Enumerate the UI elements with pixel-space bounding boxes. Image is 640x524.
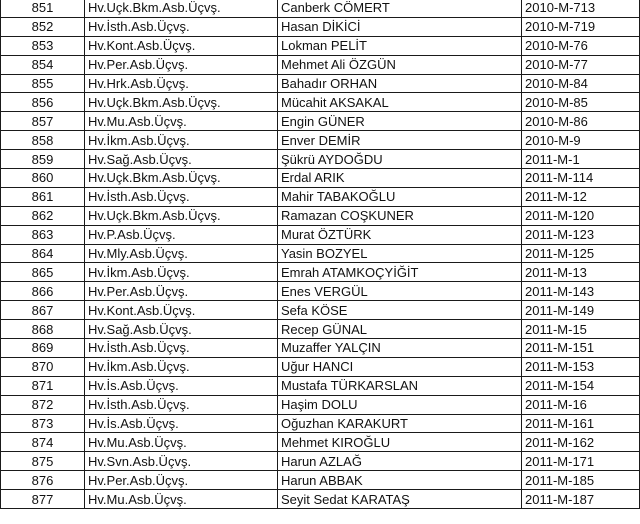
row-number-cell: 862	[1, 206, 85, 225]
row-number-cell: 857	[1, 112, 85, 131]
unit-rank-cell: Hv.İsth.Asb.Üçvş.	[85, 17, 278, 36]
person-name-cell: Yasin BOZYEL	[278, 244, 522, 263]
person-name-cell: Mahir TABAKOĞLU	[278, 187, 522, 206]
person-name-cell: Murat ÖZTÜRK	[278, 225, 522, 244]
table-row	[1, 187, 640, 206]
unit-rank-cell: Hv.Kont.Asb.Üçvş.	[85, 301, 278, 320]
table-row	[1, 433, 640, 452]
table-row	[1, 74, 640, 93]
unit-rank-cell: Hv.Per.Asb.Üçvş.	[85, 282, 278, 301]
table-row	[1, 395, 640, 414]
unit-rank-cell: Hv.P.Asb.Üçvş.	[85, 225, 278, 244]
table-row	[1, 357, 640, 376]
unit-rank-cell: Hv.Sağ.Asb.Üçvş.	[85, 320, 278, 339]
person-name-cell: Enes VERGÜL	[278, 282, 522, 301]
table-row	[1, 150, 640, 169]
registry-code-cell: 2011-M-185	[522, 471, 640, 490]
unit-rank-cell: Hv.Sağ.Asb.Üçvş.	[85, 150, 278, 169]
row-number-cell: 852	[1, 17, 85, 36]
registry-code-cell: 2010-M-85	[522, 93, 640, 112]
registry-code-cell: 2011-M-13	[522, 263, 640, 282]
row-number-cell: 853	[1, 36, 85, 55]
table-row	[1, 471, 640, 490]
row-number-cell: 868	[1, 320, 85, 339]
row-number-cell: 874	[1, 433, 85, 452]
roster-table-body	[1, 0, 640, 509]
unit-rank-cell: Hv.Svn.Asb.Üçvş.	[85, 452, 278, 471]
table-row	[1, 225, 640, 244]
unit-rank-cell: Hv.Uçk.Bkm.Asb.Üçvş.	[85, 169, 278, 188]
row-number-cell: 876	[1, 471, 85, 490]
person-name-cell: Oğuzhan KARAKURT	[278, 414, 522, 433]
registry-code-cell: 2011-M-123	[522, 225, 640, 244]
table-row	[1, 452, 640, 471]
registry-code-cell: 2010-M-77	[522, 55, 640, 74]
table-row	[1, 320, 640, 339]
person-name-cell: Emrah ATAMKOÇYİĞİT	[278, 263, 522, 282]
registry-code-cell: 2011-M-154	[522, 376, 640, 395]
person-name-cell: Engin GÜNER	[278, 112, 522, 131]
table-row	[1, 131, 640, 150]
table-row	[1, 414, 640, 433]
person-name-cell: Haşim DOLU	[278, 395, 522, 414]
unit-rank-cell: Hv.Mu.Asb.Üçvş.	[85, 490, 278, 509]
row-number-cell: 856	[1, 93, 85, 112]
row-number-cell: 866	[1, 282, 85, 301]
unit-rank-cell: Hv.İsth.Asb.Üçvş.	[85, 339, 278, 358]
unit-rank-cell: Hv.İkm.Asb.Üçvş.	[85, 263, 278, 282]
row-number-cell: 871	[1, 376, 85, 395]
row-number-cell: 858	[1, 131, 85, 150]
person-name-cell: Harun ABBAK	[278, 471, 522, 490]
unit-rank-cell: Hv.Mu.Asb.Üçvş.	[85, 112, 278, 131]
person-name-cell: Mehmet KIROĞLU	[278, 433, 522, 452]
registry-code-cell: 2011-M-143	[522, 282, 640, 301]
unit-rank-cell: Hv.Hrk.Asb.Üçvş.	[85, 74, 278, 93]
registry-code-cell: 2011-M-1	[522, 150, 640, 169]
row-number-cell: 861	[1, 187, 85, 206]
registry-code-cell: 2010-M-713	[522, 0, 640, 17]
row-number-cell: 860	[1, 169, 85, 188]
registry-code-cell: 2010-M-84	[522, 74, 640, 93]
person-name-cell: Sefa KÖSE	[278, 301, 522, 320]
row-number-cell: 863	[1, 225, 85, 244]
unit-rank-cell: Hv.İkm.Asb.Üçvş.	[85, 131, 278, 150]
registry-code-cell: 2011-M-114	[522, 169, 640, 188]
unit-rank-cell: Hv.Mu.Asb.Üçvş.	[85, 433, 278, 452]
registry-code-cell: 2011-M-125	[522, 244, 640, 263]
unit-rank-cell: Hv.Uçk.Bkm.Asb.Üçvş.	[85, 0, 278, 17]
unit-rank-cell: Hv.Uçk.Bkm.Asb.Üçvş.	[85, 93, 278, 112]
unit-rank-cell: Hv.İsth.Asb.Üçvş.	[85, 395, 278, 414]
registry-code-cell: 2010-M-719	[522, 17, 640, 36]
table-row	[1, 490, 640, 509]
unit-rank-cell: Hv.İs.Asb.Üçvş.	[85, 414, 278, 433]
unit-rank-cell: Hv.Kont.Asb.Üçvş.	[85, 36, 278, 55]
registry-code-cell: 2011-M-149	[522, 301, 640, 320]
table-row	[1, 55, 640, 74]
table-row	[1, 301, 640, 320]
registry-code-cell: 2011-M-153	[522, 357, 640, 376]
row-number-cell: 870	[1, 357, 85, 376]
table-row	[1, 17, 640, 36]
table-row	[1, 36, 640, 55]
unit-rank-cell: Hv.Mly.Asb.Üçvş.	[85, 244, 278, 263]
registry-code-cell: 2011-M-120	[522, 206, 640, 225]
person-name-cell: Recep GÜNAL	[278, 320, 522, 339]
registry-code-cell: 2011-M-187	[522, 490, 640, 509]
row-number-cell: 859	[1, 150, 85, 169]
unit-rank-cell: Hv.İsth.Asb.Üçvş.	[85, 187, 278, 206]
registry-code-cell: 2011-M-151	[522, 339, 640, 358]
table-row	[1, 339, 640, 358]
unit-rank-cell: Hv.İkm.Asb.Üçvş.	[85, 357, 278, 376]
table-row	[1, 376, 640, 395]
person-name-cell: Hasan DİKİCİ	[278, 17, 522, 36]
person-name-cell: Erdal ARIK	[278, 169, 522, 188]
registry-code-cell: 2010-M-76	[522, 36, 640, 55]
row-number-cell: 875	[1, 452, 85, 471]
unit-rank-cell: Hv.Per.Asb.Üçvş.	[85, 55, 278, 74]
person-name-cell: Mücahit AKSAKAL	[278, 93, 522, 112]
person-name-cell: Uğur HANCI	[278, 357, 522, 376]
unit-rank-cell: Hv.Uçk.Bkm.Asb.Üçvş.	[85, 206, 278, 225]
table-row	[1, 0, 640, 17]
person-name-cell: Canberk CÖMERT	[278, 0, 522, 17]
row-number-cell: 854	[1, 55, 85, 74]
person-name-cell: Bahadır ORHAN	[278, 74, 522, 93]
unit-rank-cell: Hv.İs.Asb.Üçvş.	[85, 376, 278, 395]
row-number-cell: 872	[1, 395, 85, 414]
table-row	[1, 244, 640, 263]
row-number-cell: 855	[1, 74, 85, 93]
table-row	[1, 93, 640, 112]
table-row	[1, 112, 640, 131]
person-name-cell: Harun AZLAĞ	[278, 452, 522, 471]
person-name-cell: Mehmet Ali ÖZGÜN	[278, 55, 522, 74]
row-number-cell: 865	[1, 263, 85, 282]
table-row	[1, 263, 640, 282]
registry-code-cell: 2011-M-15	[522, 320, 640, 339]
registry-code-cell: 2011-M-16	[522, 395, 640, 414]
registry-code-cell: 2011-M-161	[522, 414, 640, 433]
registry-code-cell: 2011-M-12	[522, 187, 640, 206]
row-number-cell: 873	[1, 414, 85, 433]
registry-code-cell: 2010-M-9	[522, 131, 640, 150]
row-number-cell: 869	[1, 339, 85, 358]
row-number-cell: 851	[1, 0, 85, 17]
person-name-cell: Enver DEMİR	[278, 131, 522, 150]
person-name-cell: Seyit Sedat KARATAŞ	[278, 490, 522, 509]
registry-code-cell: 2011-M-171	[522, 452, 640, 471]
table-row	[1, 206, 640, 225]
row-number-cell: 867	[1, 301, 85, 320]
registry-code-cell: 2010-M-86	[522, 112, 640, 131]
person-name-cell: Ramazan COŞKUNER	[278, 206, 522, 225]
table-row	[1, 169, 640, 188]
row-number-cell: 864	[1, 244, 85, 263]
person-name-cell: Şükrü AYDOĞDU	[278, 150, 522, 169]
unit-rank-cell: Hv.Per.Asb.Üçvş.	[85, 471, 278, 490]
table-row	[1, 282, 640, 301]
person-name-cell: Muzaffer YALÇIN	[278, 339, 522, 358]
person-name-cell: Mustafa TÜRKARSLAN	[278, 376, 522, 395]
registry-code-cell: 2011-M-162	[522, 433, 640, 452]
row-number-cell: 877	[1, 490, 85, 509]
person-name-cell: Lokman PELİT	[278, 36, 522, 55]
